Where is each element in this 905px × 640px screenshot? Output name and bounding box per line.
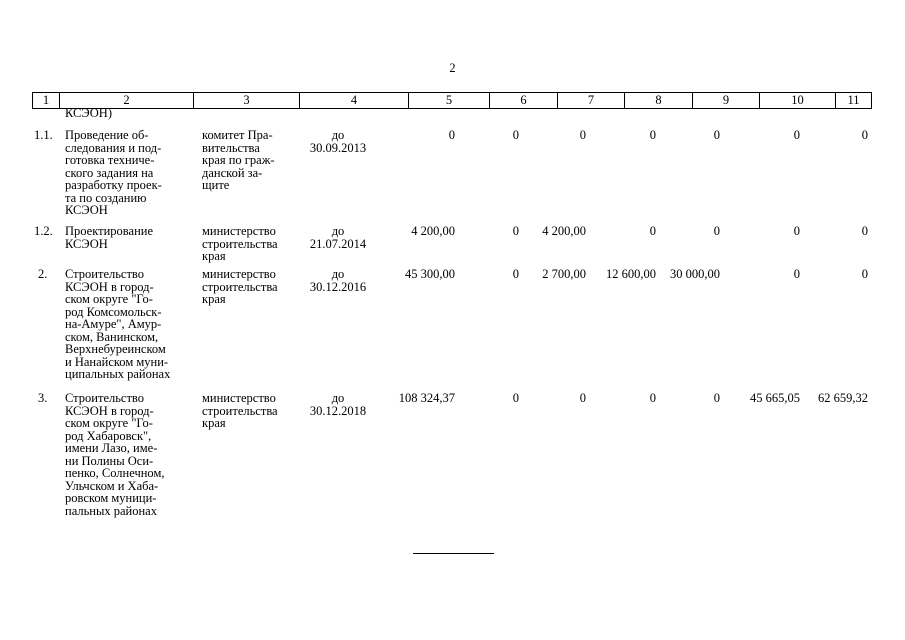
header-col-10: 10 — [760, 93, 836, 108]
row-value-col6: 0 — [512, 224, 519, 238]
page-number: 2 — [449, 61, 456, 75]
row-value-col10: 0 — [793, 267, 800, 281]
row-number: 2. — [38, 267, 48, 281]
row-value-col11: 0 — [861, 128, 868, 142]
row-value-col8: 0 — [649, 391, 656, 405]
header-col-11: 11 — [847, 93, 860, 107]
row-value-col11: 0 — [861, 267, 868, 281]
row-name: Строительство КСЭОН в город- ском округе "Го- род Хабаровск", имени Лазо, име- ни Полины Оси- пенко, Солнечном, Ульчском и Хаба- ровском муници- пальных районах — [65, 391, 165, 518]
header-col-6: 6 — [490, 93, 558, 108]
row-name: Строительство КСЭОН в город- ском округе "Го- род Комсомольск- на-Амуре", Амур- ском, Ванинском, Верхнебуреинском и Нанайском муни- ципальных районах — [65, 267, 171, 381]
row-executor: министерство строительства края — [202, 224, 278, 263]
row-value-col9: 0 — [713, 224, 720, 238]
row-value-col7: 0 — [579, 128, 586, 142]
row-value-col6: 0 — [512, 391, 519, 405]
header-col-2: 2 — [60, 93, 194, 108]
row-term: до 30.12.2018 — [309, 391, 367, 418]
row-value-col7: 4 200,00 — [542, 224, 586, 238]
continuation-text: КСЭОН) — [65, 106, 112, 120]
row-value-col9: 0 — [713, 128, 720, 142]
row-value-col8: 0 — [649, 224, 656, 238]
row-value-col5: 45 300,00 — [405, 267, 455, 281]
row-number: 3. — [38, 391, 48, 405]
header-col-3: 3 — [194, 93, 300, 108]
row-executor: комитет Пра- вительства края по граж- данской за- щите — [202, 128, 275, 192]
row-value-col11: 62 659,32 — [818, 391, 868, 405]
row-value-col7: 2 700,00 — [542, 267, 586, 281]
row-name: Проектирование КСЭОН — [65, 224, 154, 251]
header-col-5: 5 — [409, 93, 490, 108]
row-value-col6: 0 — [512, 128, 519, 142]
row-value-col10: 0 — [793, 224, 800, 238]
row-value-col5: 108 324,37 — [398, 391, 455, 405]
row-value-col10: 45 665,05 — [750, 391, 800, 405]
row-value-col11: 0 — [861, 224, 868, 238]
row-value-col5: 0 — [448, 128, 455, 142]
row-number: 1.1. — [34, 128, 53, 142]
header-col-4: 4 — [300, 93, 409, 108]
row-executor: министерство строительства края — [202, 267, 278, 306]
table-header-row — [32, 92, 872, 109]
header-col-9: 9 — [693, 93, 760, 108]
row-term: до 30.12.2016 — [309, 267, 367, 294]
row-value-col7: 0 — [579, 391, 586, 405]
row-number: 1.2. — [34, 224, 53, 238]
header-col-8: 8 — [625, 93, 693, 108]
row-value-col10: 0 — [793, 128, 800, 142]
row-executor: министерство строительства края — [202, 391, 278, 430]
row-value-col9: 0 — [713, 391, 720, 405]
footer-divider — [413, 553, 494, 554]
row-value-col5: 4 200,00 — [411, 224, 455, 238]
header-col-1: 1 — [33, 93, 60, 108]
row-name: Проведение об- следования и под- готовка техниче- ского задания на разработку проек- та по созданию КСЭОН — [65, 128, 162, 217]
row-value-col8: 0 — [649, 128, 656, 142]
row-term: до 30.09.2013 — [309, 128, 367, 155]
header-col-7: 7 — [558, 93, 625, 108]
row-value-col9: 30 000,00 — [670, 267, 720, 281]
row-value-col8: 12 600,00 — [606, 267, 656, 281]
row-term: до 21.07.2014 — [309, 224, 367, 251]
row-value-col6: 0 — [512, 267, 519, 281]
